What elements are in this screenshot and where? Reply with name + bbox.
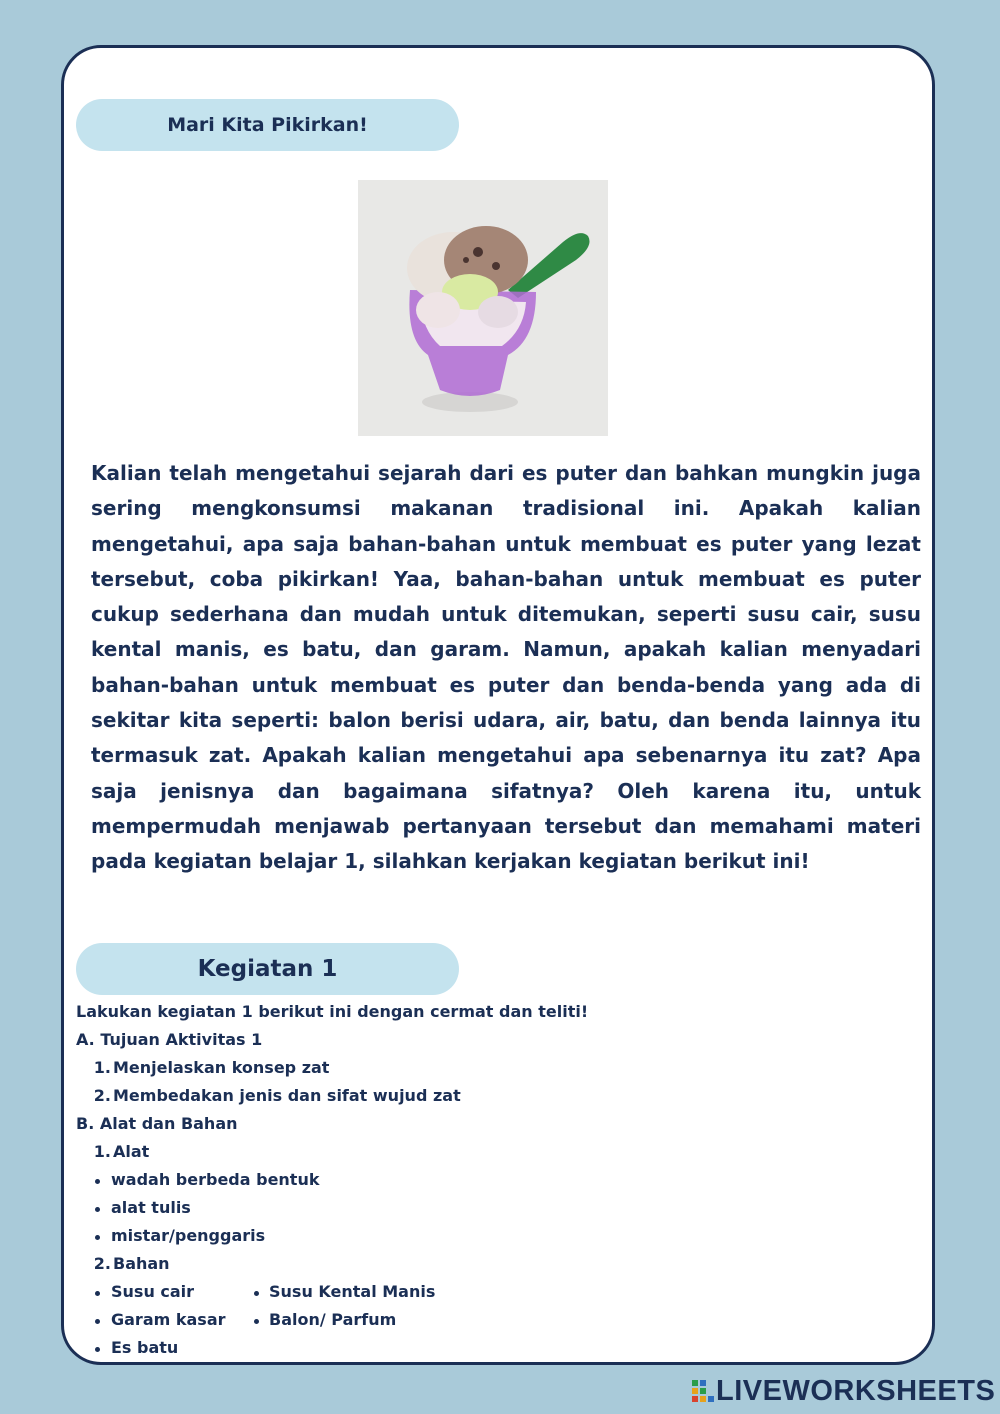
bullet-icon [254, 1291, 259, 1296]
item-number: 2. [93, 1086, 111, 1105]
item-text: Alat [113, 1142, 150, 1161]
item-number: 2. [93, 1254, 111, 1273]
section-title-pill [76, 99, 459, 151]
list-item: Susu Kental Manis [269, 1282, 436, 1301]
section-a-heading: A. Tujuan Aktivitas 1 [76, 1030, 263, 1049]
list-item: Susu cair [111, 1282, 195, 1301]
list-item: Es batu [111, 1338, 179, 1357]
bullet-icon [254, 1319, 259, 1324]
list-item: mistar/penggaris [111, 1226, 266, 1245]
alat-heading [83, 1142, 149, 1161]
bullet-icon [95, 1207, 100, 1212]
item-text: Bahan [113, 1254, 170, 1273]
item-number: 1. [93, 1142, 111, 1161]
list-item: wadah berbeda bentuk [111, 1170, 320, 1189]
es-puter-photo [358, 180, 608, 436]
bullet-icon [95, 1319, 100, 1324]
list-item [83, 1058, 329, 1077]
ice-cream-illustration [358, 180, 608, 436]
section-b-heading: B. Alat dan Bahan [76, 1114, 238, 1133]
bullet-icon [95, 1291, 100, 1296]
bullet-icon [95, 1347, 100, 1352]
bahan-heading [83, 1254, 170, 1273]
section-title: Mari Kita Pikirkan! [167, 114, 368, 136]
activity-instruction: Lakukan kegiatan 1 berikut ini dengan cermat dan teliti! [76, 1002, 589, 1021]
brand-name: LIVEWORKSHEETS [716, 1374, 996, 1407]
bullet-icon [95, 1179, 100, 1184]
item-text: Menjelaskan konsep zat [113, 1058, 330, 1077]
bullet-icon [95, 1235, 100, 1240]
intro-paragraph: Kalian telah mengetahui sejarah dari es puter dan bahkan mungkin juga sering mengkonsumsi makanan tradisional ini. Apakah kalian mengetahui, apa saja bahan-bahan untuk membuat es puter yang lezat tersebut, coba pikirkan! Yaa, bahan-bahan untuk membuat es puter cukup sederhana dan mudah untuk ditemukan, seperti susu cair, susu kental manis, es batu, dan garam. Namun, apakah kalian menyadari bahan-bahan untuk membuat es puter dan benda-benda yang ada di sekitar kita seperti: balon berisi udara, air, batu, dan benda lainnya itu termasuk zat. Apakah kalian mengetahui apa sebenarnya itu zat? Apa saja jenisnya dan bagaimana sifatnya? Oleh karena itu, untuk mempermudah menjawab pertanyaan tersebut dan memahami materi pada kegiatan belajar 1, silahkan kerjakan kegiatan berikut ini! [91, 461, 921, 874]
list-item: Balon/ Parfum [269, 1310, 397, 1329]
list-item: Garam kasar [111, 1310, 226, 1329]
item-number: 1. [93, 1058, 111, 1077]
activity-title-pill [76, 943, 459, 995]
list-item [83, 1086, 461, 1105]
liveworksheets-icon [692, 1380, 714, 1402]
liveworksheets-logo [692, 1376, 995, 1406]
activity-title: Kegiatan 1 [197, 956, 338, 982]
item-text: Membedakan jenis dan sifat wujud zat [113, 1086, 461, 1105]
list-item: alat tulis [111, 1198, 191, 1217]
